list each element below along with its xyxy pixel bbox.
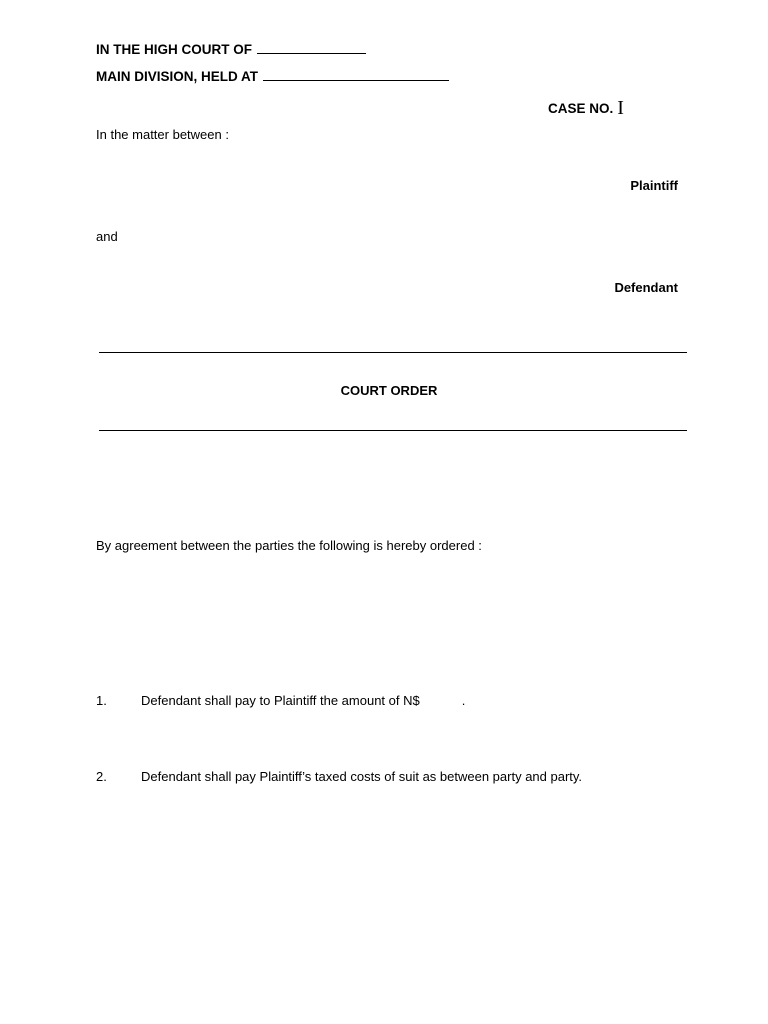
order-suffix: . [461, 693, 466, 708]
division-place-blank [263, 70, 449, 81]
case-number [548, 96, 624, 119]
title-top-rule [99, 352, 687, 353]
order-number: 2. [96, 769, 107, 784]
matter-between-text: In the matter between : [96, 127, 229, 142]
order-number: 1. [96, 693, 107, 708]
and-text: and [96, 229, 118, 244]
court-name-blank [257, 43, 366, 54]
case-number-label: CASE NO. [548, 101, 614, 116]
case-number-value: I [617, 97, 624, 119]
title-bottom-rule [99, 430, 687, 431]
court-heading [96, 42, 366, 57]
order-item-text [141, 769, 582, 784]
order-text: Defendant shall pay Plaintiff’s taxed costs of suit as between party and party. [141, 769, 583, 784]
division-heading [96, 69, 449, 84]
order-item [96, 693, 107, 708]
court-heading-text: IN THE HIGH COURT OF [96, 42, 252, 57]
plaintiff-label: Plaintiff [630, 178, 678, 193]
order-item [96, 769, 107, 784]
order-intro-text: By agreement between the parties the following is hereby ordered : [96, 538, 482, 553]
division-heading-text: MAIN DIVISION, HELD AT [96, 69, 258, 84]
document-title: COURT ORDER [340, 383, 438, 398]
order-item-text [141, 693, 465, 708]
order-text: Defendant shall pay to Plaintiff the amount of N$ [141, 693, 420, 708]
defendant-label: Defendant [614, 280, 678, 295]
